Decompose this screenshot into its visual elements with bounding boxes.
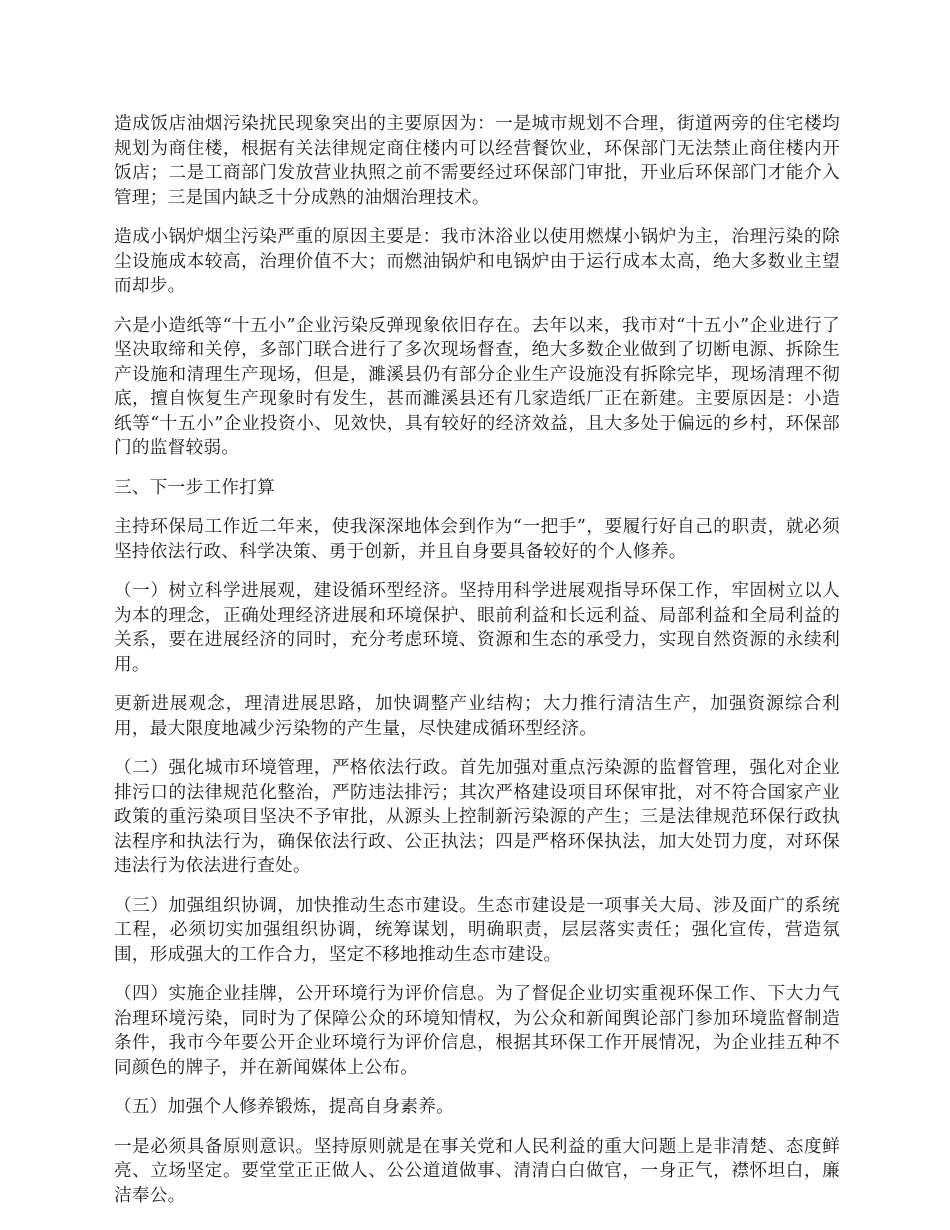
paragraph-item-three: （三）加强组织协调，加快推动生态市建设。生态市建设是一项事关大局、涉及面广的系统工程，必须切实加强组织协调，统筹谋划，明确职责，层层落实责任；强化宣传，营造氛围，形成强大的工作合力，坚定不移地推动生态市建设。 [114,895,840,965]
document-body [114,112,840,1223]
paragraph-item-one: （一）树立科学进展观，建设循环型经济。坚持用科学进展观指导环保工作，牢固树立以人为本的理念，正确处理经济进展和环境保护、眼前利益和长远利益、局部利益和全局利益的关系，要在进展经济的同时，充分考虑环境、资源和生态的承受力，实现自然资源的永续利用。 [114,581,840,675]
paragraph-item-five: （五）加强个人修养锻炼，提高自身素养。 [114,1097,454,1117]
paragraph-intro-next-steps: 主持环保局工作近二年来，使我深深地体会到作为“一把手”，要履行好自己的职责，就必须坚持依法行政、科学决策、勇于创新，并且自身要具备较好的个人修养。 [114,517,840,562]
paragraph-item-two: （二）强化城市环境管理，严格依法行政。首先加强对重点污染源的监督管理，强化对企业排污口的法律规范化整治，严防违法排污；其次严格建设项目环保审批，对不符合国家产业政策的重污染项目坚决不予审批，从源头上控制新污染源的产生；三是法律规范环保行政执法程序和执法行为，确保依法行政、公正执法；四是严格环保执法，加大处罚力度，对环保违法行为依法进行查处。 [114,758,840,876]
paragraph-principle-awareness: 一是必须具备原则意识。坚持原则就是在事关党和人民利益的重大问题上是非清楚、态度鲜亮、立场坚定。要堂堂正正做人、公公道道做事、清清白白做官，一身正气，襟怀坦白，廉洁奉公。 [114,1136,840,1206]
paragraph-small-paper-mills: 六是小造纸等“十五小”企业污染反弹现象依旧存在。去年以来，我市对“十五小”企业进行了坚决取缔和关停，多部门联合进行了多次现场督查，绝大多数企业做到了切断电源、拆除生产设施和清理生产现场，但是，濉溪县仍有部分企业生产设施没有拆除完毕，现场清理不彻底，擅自恢复生产现象时有发生，甚而濉溪县还有几家造纸厂正在新建。主要原因是：小造纸等“十五小”企业投资小、见效快，具有较好的经济效益，且大多处于偏远的乡村，环保部门的监督较弱。 [114,315,840,458]
paragraph-oil-fume-causes: 造成饭店油烟污染扰民现象突出的主要原因为：一是城市规划不合理，街道两旁的住宅楼均规划为商住楼，根据有关法律规定商住楼内可以经营餐饮业，环保部门无法禁止商住楼内开饭店；二是工商部门发放营业执照之前不需要经过环保部门审批，开业后环保部门才能介入管理；三是国内缺乏十分成熟的油烟治理技术。 [114,114,840,208]
paragraph-boiler-causes: 造成小锅炉烟尘污染严重的原因主要是：我市沐浴业以使用燃煤小锅炉为主，治理污染的除尘设施成本较高，治理价值不大；而燃油锅炉和电锅炉由于运行成本太高，绝大多数业主望而却步。 [114,227,840,296]
paragraph-item-one-continued: 更新进展观念，理清进展思路，加快调整产业结构；大力推行清洁生产，加强资源综合利用，最大限度地减少污染物的产生量，尽快建成循环型经济。 [114,694,840,739]
paragraph-item-four: （四）实施企业挂牌，公开环境行为评价信息。为了督促企业切实重视环保工作、下大力气治理环境污染，同时为了保障公众的环境知情权，为公众和新闻舆论部门参加环境监督制造条件，我市今年要公开企业环境行为评价信息，根据其环保工作开展情况，为企业挂五种不同颜色的牌子，并在新闻媒体上公布。 [114,984,840,1078]
section-heading-next-steps: 三、下一步工作打算 [114,477,276,498]
